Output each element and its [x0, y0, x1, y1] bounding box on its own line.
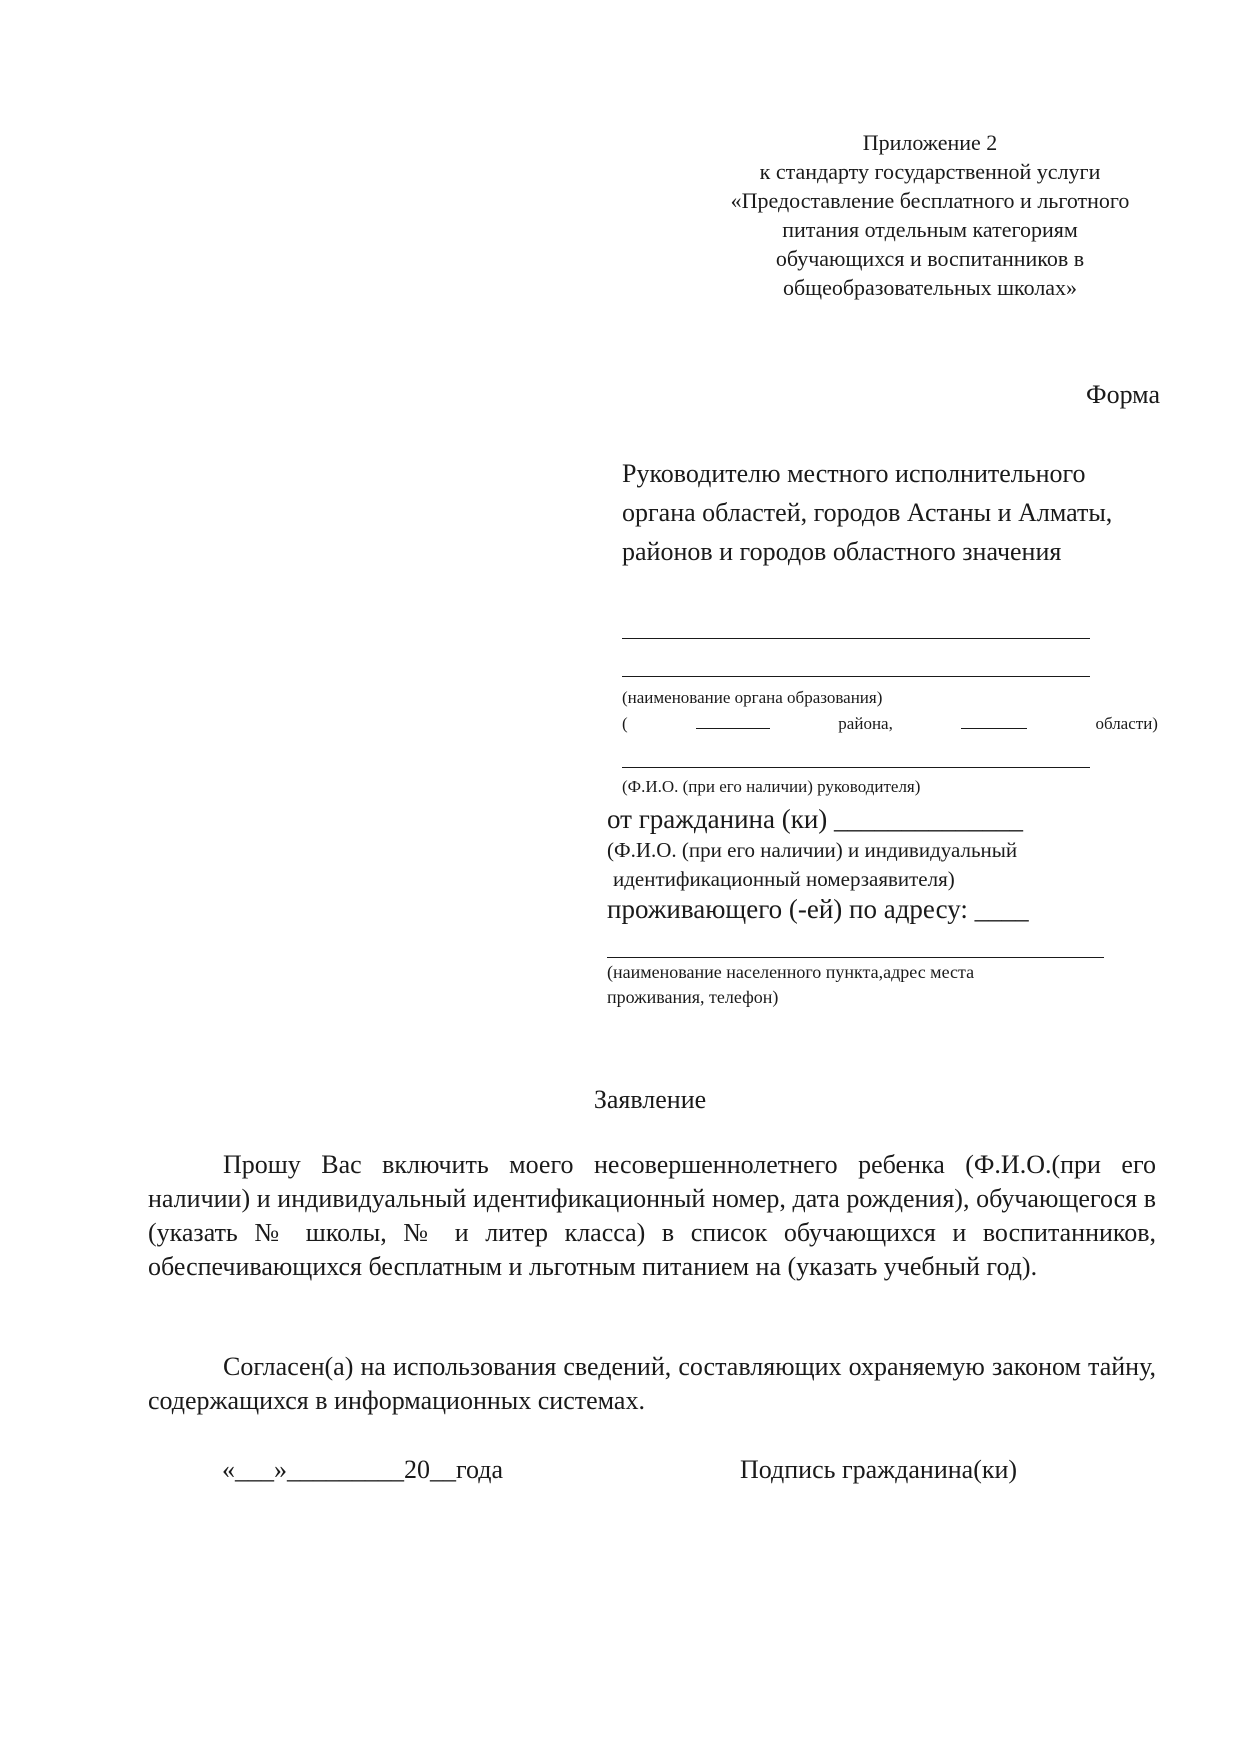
request-paragraph	[148, 1148, 1156, 1284]
from-citizen-label: от гражданина (ки) ______________	[607, 804, 1024, 834]
header-line: питания отдельным категориям	[782, 217, 1078, 242]
region-open-paren: (	[622, 714, 628, 733]
authority-line-2	[622, 676, 1090, 677]
paragraph-consent: Согласен(а) на использования сведений, составляющих охраняемую законом тайну, содержащихся в информационных системах.	[148, 1352, 1156, 1415]
header-line: к стандарту государственной услуги	[759, 159, 1101, 184]
head-name-line	[622, 767, 1090, 768]
address-line	[607, 957, 1104, 958]
header-line: общеобразовательных школах»	[782, 275, 1078, 300]
signature-label: Подпись гражданина(ки)	[740, 1455, 1018, 1484]
address-caption-1: (наименование населенного пункта,адрес места	[607, 962, 975, 982]
header-line: Приложение 2	[862, 130, 998, 155]
appendix-header	[690, 128, 1170, 302]
address-caption-2: проживания, телефон)	[607, 987, 779, 1007]
date-line: «___»_________20__года	[222, 1455, 504, 1484]
applicant-fio-caption-2: идентификационный номерзаявителя)	[613, 867, 955, 891]
form-label: Форма	[1086, 380, 1160, 409]
district-label: района,	[838, 714, 893, 733]
document-title: Заявление	[593, 1085, 707, 1114]
oblast-label: области)	[1095, 714, 1158, 733]
header-line: «Предоставление бесплатного и льготного	[730, 188, 1130, 213]
org-name-caption: (наименование органа образования)	[622, 688, 883, 707]
addressee-block: Руководителю местного исполнительного органа областей, городов Астаны и Алматы, районов и городов областного значения	[622, 459, 1113, 566]
residing-label: проживающего (-ей) по адресу: ____	[607, 894, 1029, 924]
authority-line-1	[622, 638, 1090, 639]
oblast-blank	[961, 728, 1027, 729]
applicant-fio-caption-1: (Ф.И.О. (при его наличии) и индивидуальный	[607, 838, 1018, 862]
region-caption-row	[622, 714, 1158, 734]
head-name-caption: (Ф.И.О. (при его наличии) руководителя)	[622, 777, 921, 796]
paragraph-request: Прошу Вас включить моего несовершеннолетнего ребенка (Ф.И.О.(при его наличии) и индивидуальный идентификационный номер, дата рождения), обучающегося в (указать № школы, № и литер класса) в список обучающихся и воспитанников, обеспечивающихся бесплатным и льготным питанием на (указать учебный год).	[148, 1150, 1156, 1281]
district-blank	[696, 728, 770, 729]
consent-paragraph	[148, 1350, 1156, 1418]
header-line: обучающихся и воспитанников в	[775, 246, 1085, 271]
